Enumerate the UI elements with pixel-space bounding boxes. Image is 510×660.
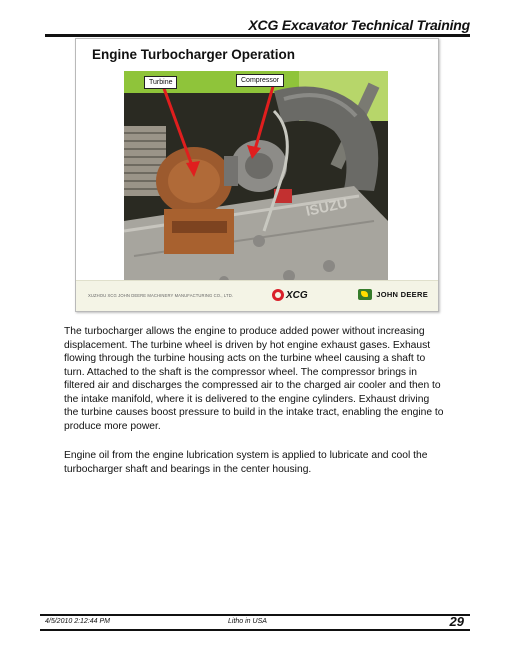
page-footer [40, 614, 470, 631]
body-paragraph-2 [64, 449, 444, 476]
slide-copyright: XUZHOU XCG JOHN DEERE MACHINERY MANUFACTURING CO., LTD. [88, 293, 234, 298]
page-number: 29 [449, 614, 464, 629]
turbine-callout: Turbine [144, 76, 177, 89]
paragraph-text: Engine oil from the engine lubrication system is applied to lubricate and cool the turbocharger shaft and bearings in the center housing. [64, 450, 428, 475]
engine-turbocharger-photo [124, 71, 388, 301]
footer-date: 4/5/2010 2:12:44 PM [45, 618, 110, 625]
manifold-flange [172, 221, 227, 233]
isuzu-embossed-text: ISUZU [304, 194, 349, 219]
bolt [253, 235, 265, 247]
body-paragraph-1 [64, 325, 444, 433]
xcg-logo-icon [272, 289, 284, 301]
compressor-outlet [245, 153, 273, 179]
xcg-logo-text: XCG [286, 289, 308, 301]
paragraph-text: The turbocharger allows the engine to produce added power without increasing displacement. The turbine wheel is driven by hot engine exhaust gases. Exhaust flowing through the turbine housing acts on the turbine wheel causing a shaft to turn. Attached to the shaft is the compressor wheel. The compressor brings in filtered air and discharges the compressed air to the charged air cooler and then to the intake manifold, where it is delivered to the engine cylinders. Exhaust driving the turbine causes boost pressure to build in the intake tract, enabling the engine to produce more power. [64, 326, 444, 432]
john-deere-logo-text: JOHN DEERE [376, 290, 428, 299]
document-header-title: XCG Excavator Technical Training [248, 17, 470, 33]
bolt [323, 260, 335, 272]
slide-title: Engine Turbocharger Operation [92, 47, 296, 62]
engine-photo-drawing [124, 71, 388, 301]
header-rule [45, 34, 470, 37]
john-deere-logo [358, 289, 428, 300]
slide-footer [76, 280, 438, 311]
center-housing [224, 156, 238, 186]
footer-litho: Litho in USA [228, 618, 267, 625]
compressor-callout: Compressor [236, 74, 284, 87]
xcg-logo [272, 289, 308, 301]
slide-frame [75, 38, 439, 312]
deer-logo-icon [358, 289, 372, 300]
